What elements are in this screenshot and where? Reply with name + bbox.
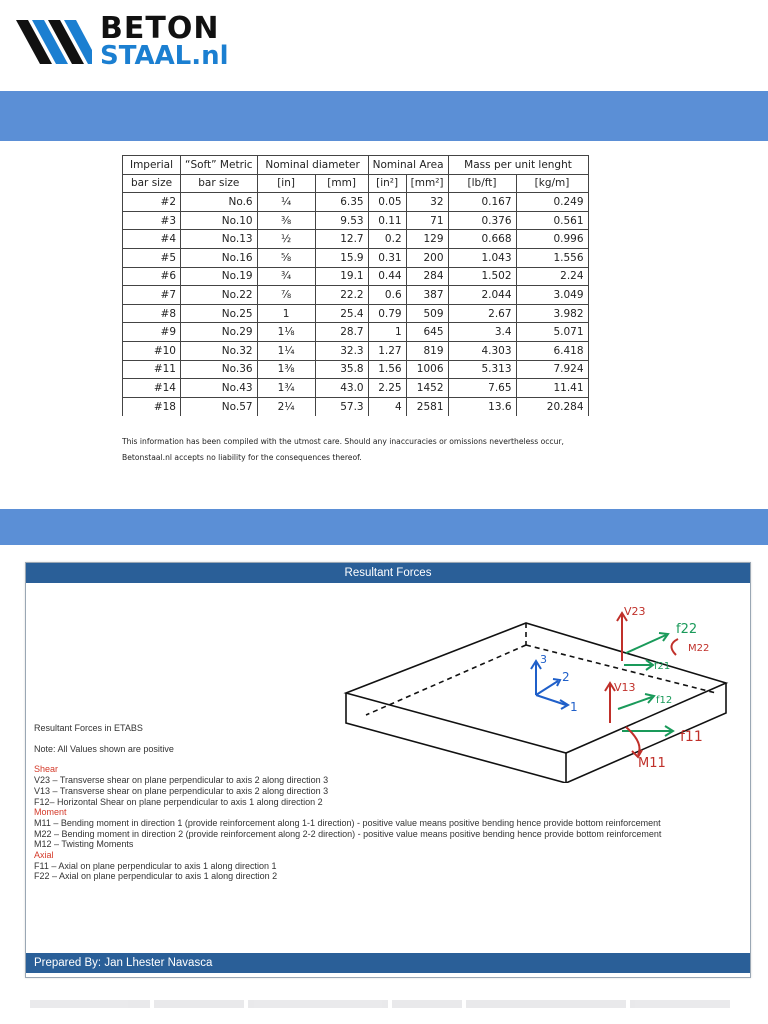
axis-triad xyxy=(531,661,568,709)
table-cell: ⅞ xyxy=(257,286,315,305)
section-band xyxy=(0,509,768,545)
col-subheader: [in] xyxy=(257,174,315,193)
table-cell: 19.1 xyxy=(315,267,368,286)
table-cell: No.32 xyxy=(181,341,258,360)
definition-line: M12 – Twisting Moments xyxy=(34,839,134,850)
table-body xyxy=(123,193,589,416)
table-cell: #3 xyxy=(123,211,181,230)
col-header-nominal-diameter: Nominal diameter xyxy=(257,156,368,175)
force-definitions xyxy=(34,723,754,882)
f11-label: f11 xyxy=(680,729,703,745)
table-row xyxy=(123,360,589,379)
table-cell: 3.4 xyxy=(448,323,516,342)
table-cell: #9 xyxy=(123,323,181,342)
table-row xyxy=(123,248,589,267)
table-cell: 15.9 xyxy=(315,248,368,267)
table-cell: 1⅜ xyxy=(257,360,315,379)
table-row xyxy=(123,397,589,416)
table-cell: 6.35 xyxy=(315,193,368,212)
table-cell: ½ xyxy=(257,230,315,249)
table-cell: 1.502 xyxy=(448,267,516,286)
intro-line: Resultant Forces in ETABS xyxy=(34,723,143,733)
table-cell: 2.24 xyxy=(516,267,588,286)
table-cell: 3.049 xyxy=(516,286,588,305)
table-row xyxy=(123,304,589,323)
header-band xyxy=(0,91,768,141)
table-cell: 22.2 xyxy=(315,286,368,305)
table-cell: 200 xyxy=(406,248,448,267)
table-cell: #6 xyxy=(123,267,181,286)
table-cell: No.6 xyxy=(181,193,258,212)
table-cell: 0.668 xyxy=(448,230,516,249)
definition-line: V13 – Transverse shear on plane perpendicular to axis 2 along direction 3 xyxy=(34,785,329,796)
table-cell: 387 xyxy=(406,286,448,305)
table-cell: No.10 xyxy=(181,211,258,230)
table-cell: 1.56 xyxy=(368,360,406,379)
table-cell: 1.556 xyxy=(516,248,588,267)
table-row xyxy=(123,379,589,398)
table-cell: 1.27 xyxy=(368,341,406,360)
table-cell: 0.79 xyxy=(368,304,406,323)
table-row xyxy=(123,286,589,305)
axis2-label: 2 xyxy=(562,670,570,684)
disclaimer-line: This information has been compiled with the utmost care. Should any inaccuracies or omissions nevertheless occur, xyxy=(122,437,564,446)
table-cell: 0.996 xyxy=(516,230,588,249)
table-cell: 0.44 xyxy=(368,267,406,286)
table-cell: 2581 xyxy=(406,397,448,416)
table-cell: No.43 xyxy=(181,379,258,398)
disclaimer xyxy=(122,434,642,466)
table-cell: 0.31 xyxy=(368,248,406,267)
shear-heading: Shear xyxy=(34,764,59,775)
f21-label: f21 xyxy=(654,661,671,672)
table-cell: 12.7 xyxy=(315,230,368,249)
logo-text-staal: STAAL.nl xyxy=(100,41,229,71)
f22-label: f22 xyxy=(676,622,698,637)
logo-text-beton: BETON xyxy=(100,11,220,46)
table-cell: 71 xyxy=(406,211,448,230)
table-cell: 20.284 xyxy=(516,397,588,416)
col-subheader: bar size xyxy=(181,174,258,193)
table-cell: 4 xyxy=(368,397,406,416)
rebar-size-table xyxy=(122,155,589,416)
table-cell: 6.418 xyxy=(516,341,588,360)
f12-label: f12 xyxy=(656,695,673,706)
table-cell: No.57 xyxy=(181,397,258,416)
table-cell: No.25 xyxy=(181,304,258,323)
panel-title: Resultant Forces xyxy=(26,563,750,583)
table-cell: 32.3 xyxy=(315,341,368,360)
faded-text-strip xyxy=(30,993,750,1019)
definition-line: F22 – Axial on plane perpendicular to axis 1 along direction 2 xyxy=(34,871,278,882)
table-cell: 0.376 xyxy=(448,211,516,230)
table-cell: 43.0 xyxy=(315,379,368,398)
col-subheader: [kg/m] xyxy=(516,174,588,193)
table-cell: 11.41 xyxy=(516,379,588,398)
moment-heading: Moment xyxy=(34,807,67,818)
table-cell: 5.313 xyxy=(448,360,516,379)
table-cell: 2¼ xyxy=(257,397,315,416)
site-logo[interactable] xyxy=(12,8,252,70)
table-cell: 645 xyxy=(406,323,448,342)
axis3-label: 3 xyxy=(540,653,547,666)
table-cell: 2.25 xyxy=(368,379,406,398)
table-cell: ⅜ xyxy=(257,211,315,230)
table-cell: 4.303 xyxy=(448,341,516,360)
table-cell: #14 xyxy=(123,379,181,398)
panel-footer: Prepared By: Jan Lhester Navasca xyxy=(26,953,750,973)
table-cell: No.36 xyxy=(181,360,258,379)
table-cell: 284 xyxy=(406,267,448,286)
col-subheader: bar size xyxy=(123,174,181,193)
table-row xyxy=(123,193,589,212)
table-row xyxy=(123,267,589,286)
table-cell: 509 xyxy=(406,304,448,323)
table-cell: No.29 xyxy=(181,323,258,342)
table-cell: 9.53 xyxy=(315,211,368,230)
table-cell: 32 xyxy=(406,193,448,212)
table-cell: 0.11 xyxy=(368,211,406,230)
definition-line: M22 – Bending moment in direction 2 (provide reinforcement along 2-2 direction) - positive value means positive bending hence provide bottom reinforcement xyxy=(34,828,662,839)
table-row xyxy=(123,323,589,342)
table-cell: 819 xyxy=(406,341,448,360)
col-header-imperial: Imperial xyxy=(123,156,181,175)
definition-line: V23 – Transverse shear on plane perpendicular to axis 2 along direction 3 xyxy=(34,775,329,786)
table-cell: 0.561 xyxy=(516,211,588,230)
definition-line: F11 – Axial on plane perpendicular to axis 1 along direction 1 xyxy=(34,860,277,871)
table-cell: #4 xyxy=(123,230,181,249)
table-cell: 28.7 xyxy=(315,323,368,342)
table-cell: No.13 xyxy=(181,230,258,249)
table-cell: 5.071 xyxy=(516,323,588,342)
table-cell: 3.982 xyxy=(516,304,588,323)
table-cell: 1006 xyxy=(406,360,448,379)
m22-label: M22 xyxy=(688,643,710,654)
table-cell: 25.4 xyxy=(315,304,368,323)
table-row xyxy=(123,230,589,249)
table-cell: 7.924 xyxy=(516,360,588,379)
table-cell: No.16 xyxy=(181,248,258,267)
m11-label: M11 xyxy=(638,756,666,771)
table-cell: #10 xyxy=(123,341,181,360)
col-subheader: [mm] xyxy=(315,174,368,193)
axial-heading: Axial xyxy=(34,850,54,861)
table-cell: ⅝ xyxy=(257,248,315,267)
v23-label: V23 xyxy=(624,605,646,618)
table-row xyxy=(123,341,589,360)
col-header-mass: Mass per unit lenght xyxy=(448,156,588,175)
table-cell: 1¼ xyxy=(257,341,315,360)
table-header-row xyxy=(123,156,589,175)
axis1-label: 1 xyxy=(570,700,578,714)
table-cell: No.19 xyxy=(181,267,258,286)
table-cell: 0.6 xyxy=(368,286,406,305)
v13-label: V13 xyxy=(614,681,636,694)
table-cell: #8 xyxy=(123,304,181,323)
table-cell: 0.249 xyxy=(516,193,588,212)
table-row xyxy=(123,211,589,230)
table-cell: 1⅛ xyxy=(257,323,315,342)
col-subheader: [in²] xyxy=(368,174,406,193)
table-cell: #5 xyxy=(123,248,181,267)
resultant-forces-panel xyxy=(25,562,751,978)
table-cell: 0.05 xyxy=(368,193,406,212)
table-cell: #11 xyxy=(123,360,181,379)
table-cell: 129 xyxy=(406,230,448,249)
table-cell: 0.2 xyxy=(368,230,406,249)
col-header-soft-metric: “Soft” Metric xyxy=(181,156,258,175)
col-subheader: [lb/ft] xyxy=(448,174,516,193)
table-subheader-row xyxy=(123,174,589,193)
table-cell: 2.67 xyxy=(448,304,516,323)
table-cell: #2 xyxy=(123,193,181,212)
note-line: Note: All Values shown are positive xyxy=(34,743,174,754)
col-header-nominal-area: Nominal Area xyxy=(368,156,448,175)
table-cell: 1.043 xyxy=(448,248,516,267)
table-cell: ¼ xyxy=(257,193,315,212)
table-cell: 1¾ xyxy=(257,379,315,398)
col-subheader: [mm²] xyxy=(406,174,448,193)
table-cell: 0.167 xyxy=(448,193,516,212)
table-cell: #18 xyxy=(123,397,181,416)
table-cell: 2.044 xyxy=(448,286,516,305)
disclaimer-line: Betonstaal.nl accepts no liability for the consequences thereof. xyxy=(122,453,362,462)
table-cell: 13.6 xyxy=(448,397,516,416)
definition-line: F12– Horizontal Shear on plane perpendicular to axis 1 along direction 2 xyxy=(34,796,323,807)
table-cell: 57.3 xyxy=(315,397,368,416)
table-cell: 1452 xyxy=(406,379,448,398)
table-cell: 1 xyxy=(257,304,315,323)
table-cell: 7.65 xyxy=(448,379,516,398)
definition-line: M11 – Bending moment in direction 1 (provide reinforcement along 1-1 direction) - positive value means positive bending hence provide bottom reinforcement xyxy=(34,817,661,828)
table-cell: ¾ xyxy=(257,267,315,286)
table-cell: 1 xyxy=(368,323,406,342)
rebar-stripes-icon xyxy=(12,14,92,70)
table-cell: 35.8 xyxy=(315,360,368,379)
table-cell: No.22 xyxy=(181,286,258,305)
table-cell: #7 xyxy=(123,286,181,305)
